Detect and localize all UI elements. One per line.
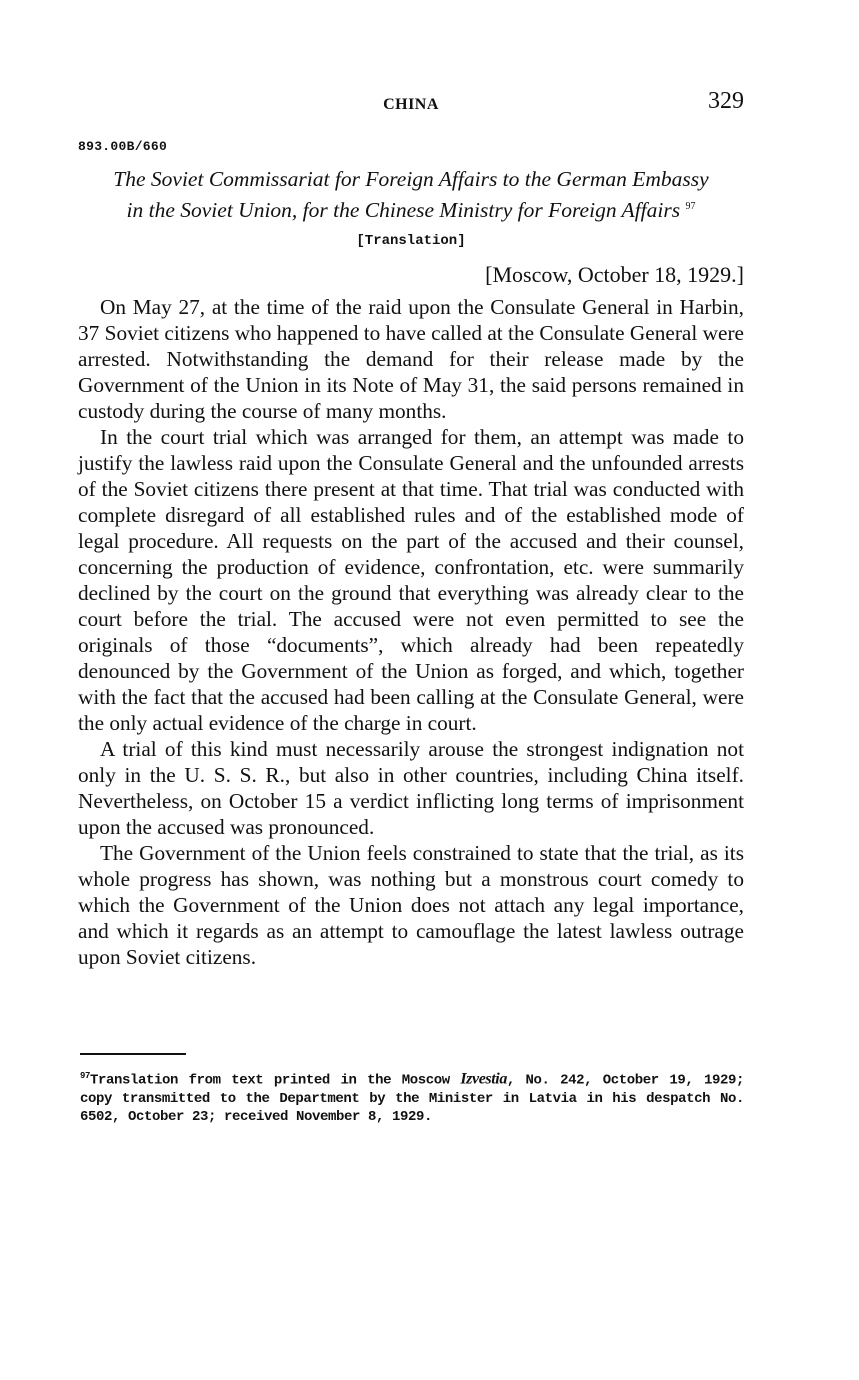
running-head [78,88,744,118]
title-footnote-reference: 97 [685,201,696,212]
footnote-source: Izvestia [460,1070,507,1088]
dateline: [Moscow, October 18, 1929.] [485,262,744,287]
document-title-line-2 [78,193,744,224]
document-title [78,166,744,224]
footnote-mark: 97 [80,1071,91,1081]
paragraph-2: In the court trial which was arranged for them, an attempt was made to justify the lawless raid upon the Consulate General and the unfounded arrests of the Soviet citizens there present at that time. That trial was conducted with complete disregard of all established rules and of the established mode of legal procedure. All requests on the part of the accused and their counsel, concerning the production of evidence, confrontation, etc. were summarily declined by the court on the ground that everything was already clear to the court before the trial. The accused were not even permitted to see the originals of those “documents”, which already had been repeatedly denounced by the Government of the Union as forged, and which, together with the fact that the accused had been calling at the Consulate General, were the only actual evidence of the charge in court. [78,425,744,735]
footnote-rule [80,1053,186,1055]
footnote-text-before: Translation from text printed in the Moscow [90,1072,461,1089]
paragraph-4: The Government of the Union feels constrained to state that the trial, as its whole progress has shown, was nothing but a monstrous court comedy to which the Government of the Union does not attach any legal importance, and which it regards as an attempt to camouflage the latest lawless outrage upon Soviet citizens. [78,841,744,969]
footnote-text-after: , No. 242, October 19, 1929; copy transmitted to the Department by the Minister in Latvia in his despatch No. 6502, October 23; received November 8, 1929. [80,1072,745,1125]
paragraph-1: On May 27, at the time of the raid upon the Consulate General in Harbin, 37 Soviet citizens who happened to have called at the Consulate General were arrested. Notwithstanding the demand for their release made by the Government of the Union in its Note of May 31, the said persons remained in custody during the course of many months. [78,295,744,423]
running-title: CHINA [383,96,439,113]
translation-note: [Translation] [356,233,466,249]
body-text [78,294,744,970]
file-number: 893.00B/660 [78,139,168,154]
document-title-line-1: The Soviet Commissariat for Foreign Affairs to the German Embassy [113,167,709,191]
page-number: 329 [708,88,744,114]
footnote [80,1067,744,1126]
document-title-line-2-text: in the Soviet Union, for the Chinese Ministry for Foreign Affairs [126,198,681,223]
document-page [78,0,744,1380]
paragraph-3: A trial of this kind must necessarily arouse the strongest indignation not only in the U. S. S. R., but also in other countries, including China itself. Nevertheless, on October 15 a verdict inflicting long terms of imprisonment upon the accused was pronounced. [78,737,744,839]
